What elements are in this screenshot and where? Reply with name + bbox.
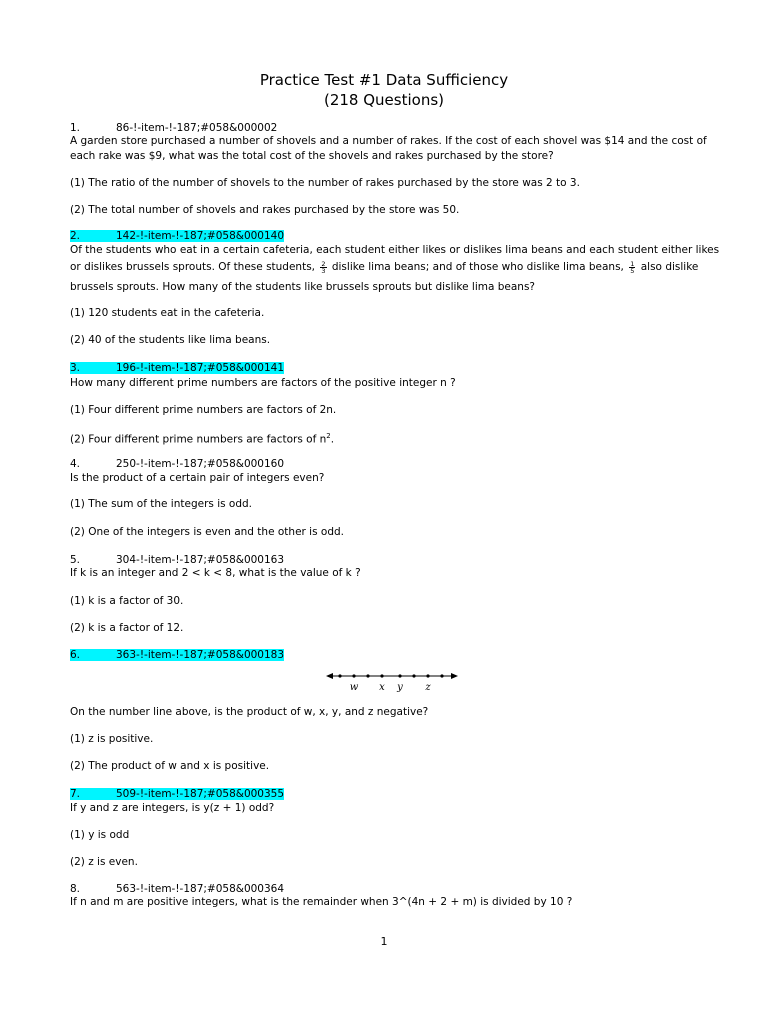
- question-5-stem: If k is an integer and 2 < k < 8, what is the value of k ?: [70, 567, 361, 579]
- label-z: z: [425, 682, 431, 693]
- question-1-statement-2: (2) The total number of shovels and rakes purchased by the store was 50.: [70, 204, 460, 216]
- number-line-right-arrow: [451, 673, 458, 679]
- question-7-stem: If y and z are integers, is y(z + 1) odd?: [70, 802, 275, 814]
- label-x: x: [379, 682, 385, 693]
- question-3-statement-2: (2) Four different prime numbers are factors of $n^2$.: [70, 432, 335, 446]
- question-2-stem-cont: or dislikes brussels sprouts. Of these students, $\frac{2}{3}$ dislike lima beans; and of those who dislike lima beans, $\frac{1}{5}$ also dislike: [70, 259, 699, 275]
- page-title: Practice Test #1 Data Sufficiency: [259, 71, 509, 89]
- question-2-header: 2. 142-!-item-!-187;#058&000140: [70, 230, 285, 242]
- number-line-tick: [380, 674, 383, 677]
- question-4-stem: Is the product of a certain pair of integers even?: [70, 472, 325, 484]
- question-8-stem: If n and m are positive integers, what is the remainder when 3^(4n + 2 + m) is divided by 10 ?: [70, 896, 573, 908]
- question-4-header: 4. 250-!-item-!-187;#058&000160: [70, 458, 285, 470]
- fraction-one-fifth: $\frac{1}{5}$: [630, 259, 635, 275]
- question-5-statement-1: (1) k is a factor of 30.: [70, 595, 184, 607]
- question-4-statement-1: (1) The sum of the integers is odd.: [70, 498, 253, 510]
- number-line-tick: [398, 674, 401, 677]
- question-6-statement-1: (1) z is positive.: [70, 733, 154, 745]
- question-8-header: 8. 563-!-item-!-187;#058&000364: [70, 883, 285, 895]
- question-2-statement-1: (1) 120 students eat in the cafeteria.: [70, 307, 265, 319]
- question-5-statement-2: (2) k is a factor of 12.: [70, 622, 184, 634]
- question-1-header: 1. 86-!-item-!-187;#058&000002: [70, 122, 278, 134]
- number-line-tick: [426, 674, 429, 677]
- fraction-two-thirds: $\frac{2}{3}$: [321, 259, 326, 275]
- number-line-tick: [338, 674, 341, 677]
- question-7-statement-2: (2) z is even.: [70, 856, 138, 868]
- question-4-statement-2: (2) One of the integers is even and the other is odd.: [70, 526, 344, 538]
- question-6-header: 6. 363-!-item-!-187;#058&000183: [70, 649, 285, 661]
- page-number: 1: [380, 935, 388, 948]
- number-line-tick: [366, 674, 369, 677]
- question-1-stem-cont: each rake was $9, what was the total cost of the shovels and rakes purchased by the store?: [70, 150, 554, 162]
- label-y: y: [397, 682, 403, 693]
- question-3-header: 3. 196-!-item-!-187;#058&000141: [70, 362, 285, 374]
- label-w: w: [349, 682, 359, 693]
- number-line-tick: [352, 674, 355, 677]
- number-line-figure: [326, 668, 458, 696]
- page-subtitle: (218 Questions): [323, 91, 444, 109]
- number-line-left-arrow: [326, 673, 333, 679]
- question-7-statement-1: (1) y is odd: [70, 829, 130, 841]
- question-3-statement-1: (1) Four different prime numbers are factors of 2n.: [70, 404, 337, 416]
- question-6-statement-2: (2) The product of w and x is positive.: [70, 760, 270, 772]
- question-7-header: 7. 509-!-item-!-187;#058&000355: [70, 788, 285, 800]
- question-1-stem: A garden store purchased a number of shovels and a number of rakes. If the cost of each shovel was $14 and the cost of: [70, 135, 707, 147]
- number-line-tick: [412, 674, 415, 677]
- number-line-tick: [440, 674, 443, 677]
- question-2-statement-2: (2) 40 of the students like lima beans.: [70, 334, 271, 346]
- question-1-statement-1: (1) The ratio of the number of shovels to the number of rakes purchased by the store was 2 to 3.: [70, 177, 580, 189]
- question-5-header: 5. 304-!-item-!-187;#058&000163: [70, 554, 285, 566]
- question-2-stem: Of the students who eat in a certain cafeteria, each student either likes or dislikes lima beans and each student either likes: [70, 244, 720, 256]
- question-2-stem-end: brussels sprouts. How many of the students like brussels sprouts but dislike lima beans?: [70, 281, 535, 293]
- question-3-stem: How many different prime numbers are factors of the positive integer n ?: [70, 377, 456, 389]
- question-6-stem: On the number line above, is the product of w, x, y, and z negative?: [70, 706, 429, 718]
